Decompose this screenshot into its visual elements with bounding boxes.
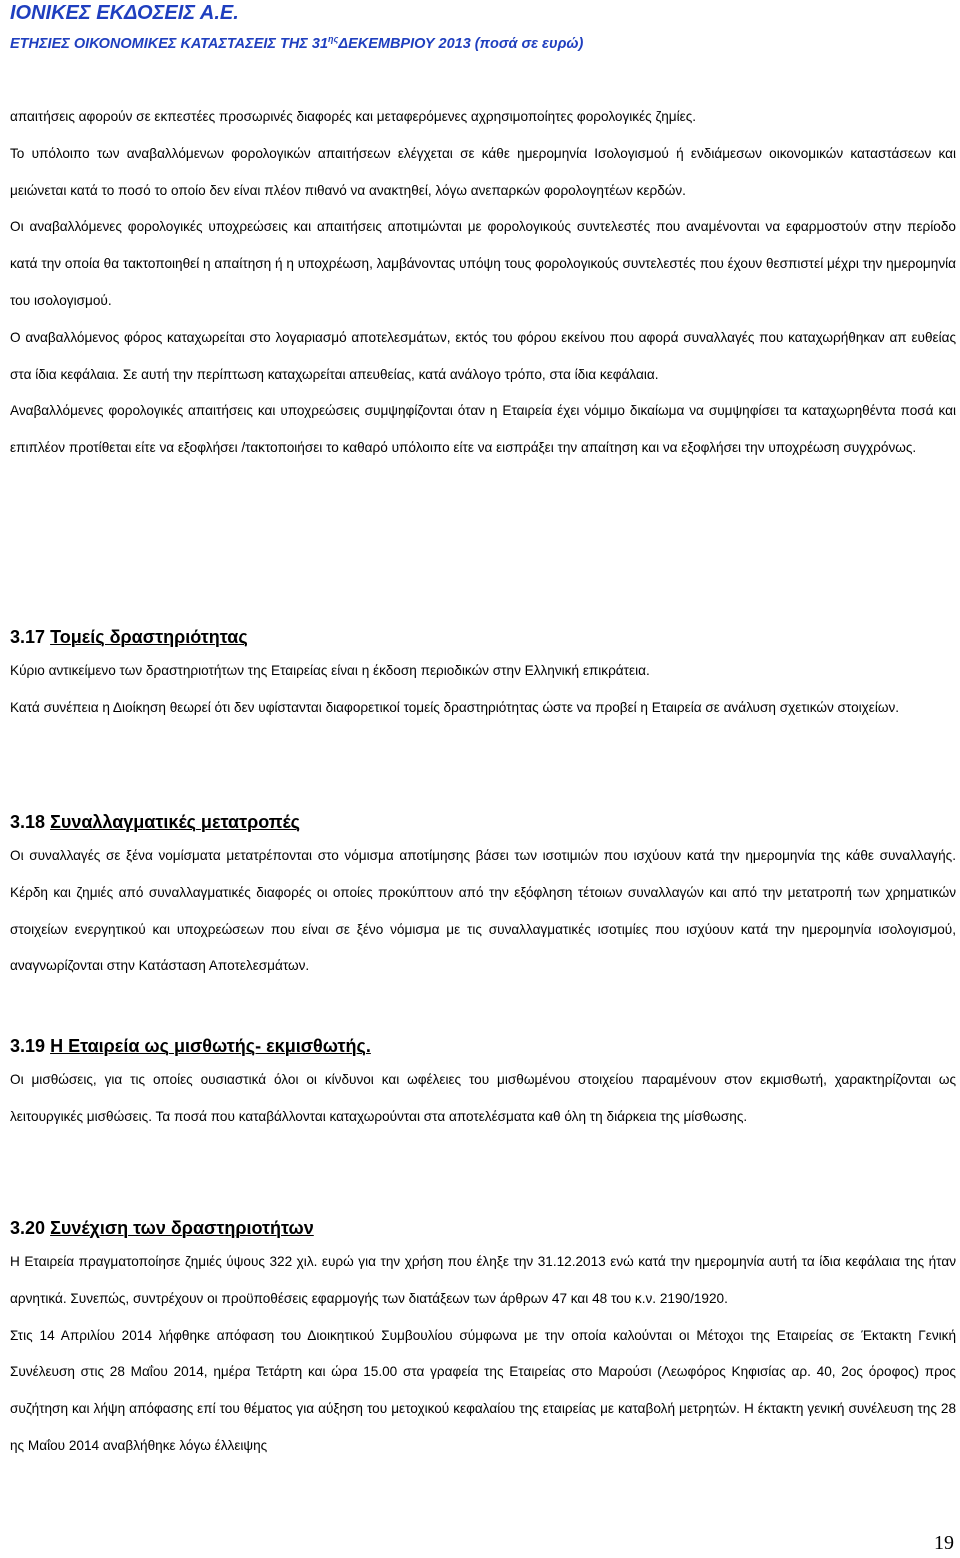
subtitle-sup: ης — [328, 34, 339, 44]
paragraph: Κατά συνέπεια η Διοίκηση θεωρεί ότι δεν υφίστανται διαφορετικοί τομείς δραστηριότητας ώστε να προβεί η Εταιρεία σε ανάλυση σχετικών στοιχείων. — [10, 699, 900, 715]
paragraph: Το υπόλοιπο των αναβαλλόμενων φορολογικών απαιτήσεων ελέγχεται σε κάθε ημερομηνία Ισολογισμού ή ενδιάμεσων οικονομικών καταστάσεων και μειώνεται κατά το ποσό το οποίο δεν είναι πλέον πιθανό να ανακτηθεί, λόγω ανεπαρκών φορολογητέων κερδών. — [10, 145, 956, 198]
paragraph: Στις 14 Απριλίου 2014 λήφθηκε απόφαση του Διοικητικού Συμβουλίου σύμφωνα με την οποία καλούνται οι Μέτοχοι της Εταιρείας σε Έκτακτη Γενική Συνέλευση στις 28 Μαΐου 2014, ημέρα Τετάρτη και ώρα 15.00 στα γραφεία της Εταιρείας στο Μαρούσι (Λεωφόρος Κηφισίας αρ. 40, 2ος όροφος) προς συζήτηση και λήψη απόφασης επί του θέματος για αύξηση του μετοχικού κεφαλαίου της εταιρείας με καταβολή μετρητών. Η έκτακτη γενική συνέλευση της 28 ης Μαΐου 2014 αναβλήθηκε λόγω έλλειψης — [10, 1327, 956, 1453]
paragraph: Οι συναλλαγές σε ξένα νομίσματα μετατρέπονται στο νόμισμα αποτίμησης βάσει των ισοτιμιών που ισχύουν κατά την ημερομηνία της κάθε συναλλαγής. Κέρδη και ζημιές από συναλλαγματικές διαφορές οι οποίες προκύπτουν από την εξόφληση τέτοιων συναλλαγών και από την μετατροπή των χρηματικών στοιχείων ενεργητικού και υποχρεώσεων που είναι σε ξένο νόμισμα με τις συναλλαγματικές ισοτιμίες που ισχύουν κατά την ημερομηνία ισολογισμού, αναγνωρίζονται στην Κατάσταση Αποτελεσμάτων. — [10, 848, 956, 974]
section-title: Τομείς δραστηριότητας — [50, 627, 248, 647]
section-heading — [10, 625, 956, 649]
section-3-19 — [10, 1034, 956, 1136]
paragraph: Αναβαλλόμενες φορολογικές απαιτήσεις και υποχρεώσεις συμψηφίζονται όταν η Εταιρεία έχει νόμιμο δικαίωμα να συμψηφίσει τα καταχωρηθέντα ποσά και επιπλέον προτίθεται είτε να εξοφλήσει /τακτοποιήσει το καθαρό υπόλοιπο είτε να εισπράξει την απαίτηση και να εξοφλήσει την υποχρέωση συγχρόνως. — [10, 403, 956, 456]
section-3-20 — [10, 1216, 956, 1465]
paragraph: Οι μισθώσεις, για τις οποίες ουσιαστικά όλοι οι κίνδυνοι και ωφέλειες του μισθωμένου στοιχείου παραμένουν στον εκμισθωτή, χαρακτηρίζονται ως λειτουργικές μισθώσεις. Τα ποσά που καταβάλλονται καταχωρούνται στα αποτελέσματα καθ όλη τη διάρκεια της μίσθωσης. — [10, 1072, 956, 1124]
body-top — [10, 99, 956, 467]
section-title: Συναλλαγματικές μετατροπές — [50, 812, 301, 832]
report-subtitle — [10, 34, 955, 54]
section-number: 3.17 — [10, 627, 46, 647]
page-header — [10, 0, 955, 54]
paragraph: Οι αναβαλλόμενες φορολογικές υποχρεώσεις και απαιτήσεις αποτιμώνται με φορολογικούς συντελεστές που αναμένονται να εφαρμοστούν στην περίοδο κατά την οποία θα τακτοποιηθεί η απαίτηση ή η υποχρέωση, λαμβάνοντας υπόψη τους φορολογικούς συντελεστές που έχουν θεσπιστεί μέχρι την ημερομηνία του ισολογισμού. — [10, 219, 956, 308]
paragraph: Η Εταιρεία πραγματοποίησε ζημιές ύψους 322 χιλ. ευρώ για την χρήση που έληξε την 31.12.2013 ενώ κατά την ημερομηνία αυτή τα ίδια κεφάλαια της ήταν αρνητικά. Συνεπώς, συντρέχουν οι προϋποθέσεις εφαρμογής των διατάξεων των άρθρων 47 και 48 του κ.ν. 2190/1920. — [10, 1254, 956, 1306]
page-number: 19 — [934, 1532, 954, 1554]
section-heading — [10, 1034, 956, 1058]
company-name: ΙΟΝΙΚΕΣ ΕΚΔΟΣΕΙΣ Α.Ε. — [10, 2, 239, 24]
subtitle-post: ΔΕΚΕΜΒΡΙΟΥ 2013 (ποσά σε ευρώ) — [338, 36, 584, 52]
section-title: Η Εταιρεία ως μισθωτής- εκμισθωτής. — [50, 1036, 371, 1056]
section-3-18 — [10, 810, 956, 985]
section-heading — [10, 810, 956, 834]
section-heading — [10, 1216, 956, 1240]
paragraph: Ο αναβαλλόμενος φόρος καταχωρείται στο λογαριασμό αποτελεσμάτων, εκτός του φόρου εκείνου που αφορά συναλλαγές που καταχωρήθηκαν απ ευθείας στα ίδια κεφάλαια. Σε αυτή την περίπτωση καταχωρείται απευθείας, κατά ανάλογο τρόπο, στα ίδια κεφάλαια. — [10, 329, 956, 382]
section-number: 3.19 — [10, 1036, 46, 1056]
section-number: 3.18 — [10, 812, 46, 832]
section-number: 3.20 — [10, 1218, 46, 1238]
paragraph: απαιτήσεις αφορούν σε εκπεστέες προσωρινές διαφορές και μεταφερόμενες αχρησιμοποίητες φορολογικές ζημίες. — [10, 109, 697, 124]
subtitle-pre: ΕΤΗΣΙΕΣ ΟΙΚΟΝΟΜΙΚΕΣ ΚΑΤΑΣΤΑΣΕΙΣ ΤΗΣ 31 — [10, 36, 329, 52]
paragraph: Κύριο αντικείμενο των δραστηριοτήτων της Εταιρείας είναι η έκδοση περιοδικών στην Ελληνική επικράτεια. — [10, 663, 650, 678]
section-title: Συνέχιση των δραστηριοτήτων — [50, 1218, 314, 1238]
section-3-17 — [10, 625, 956, 727]
